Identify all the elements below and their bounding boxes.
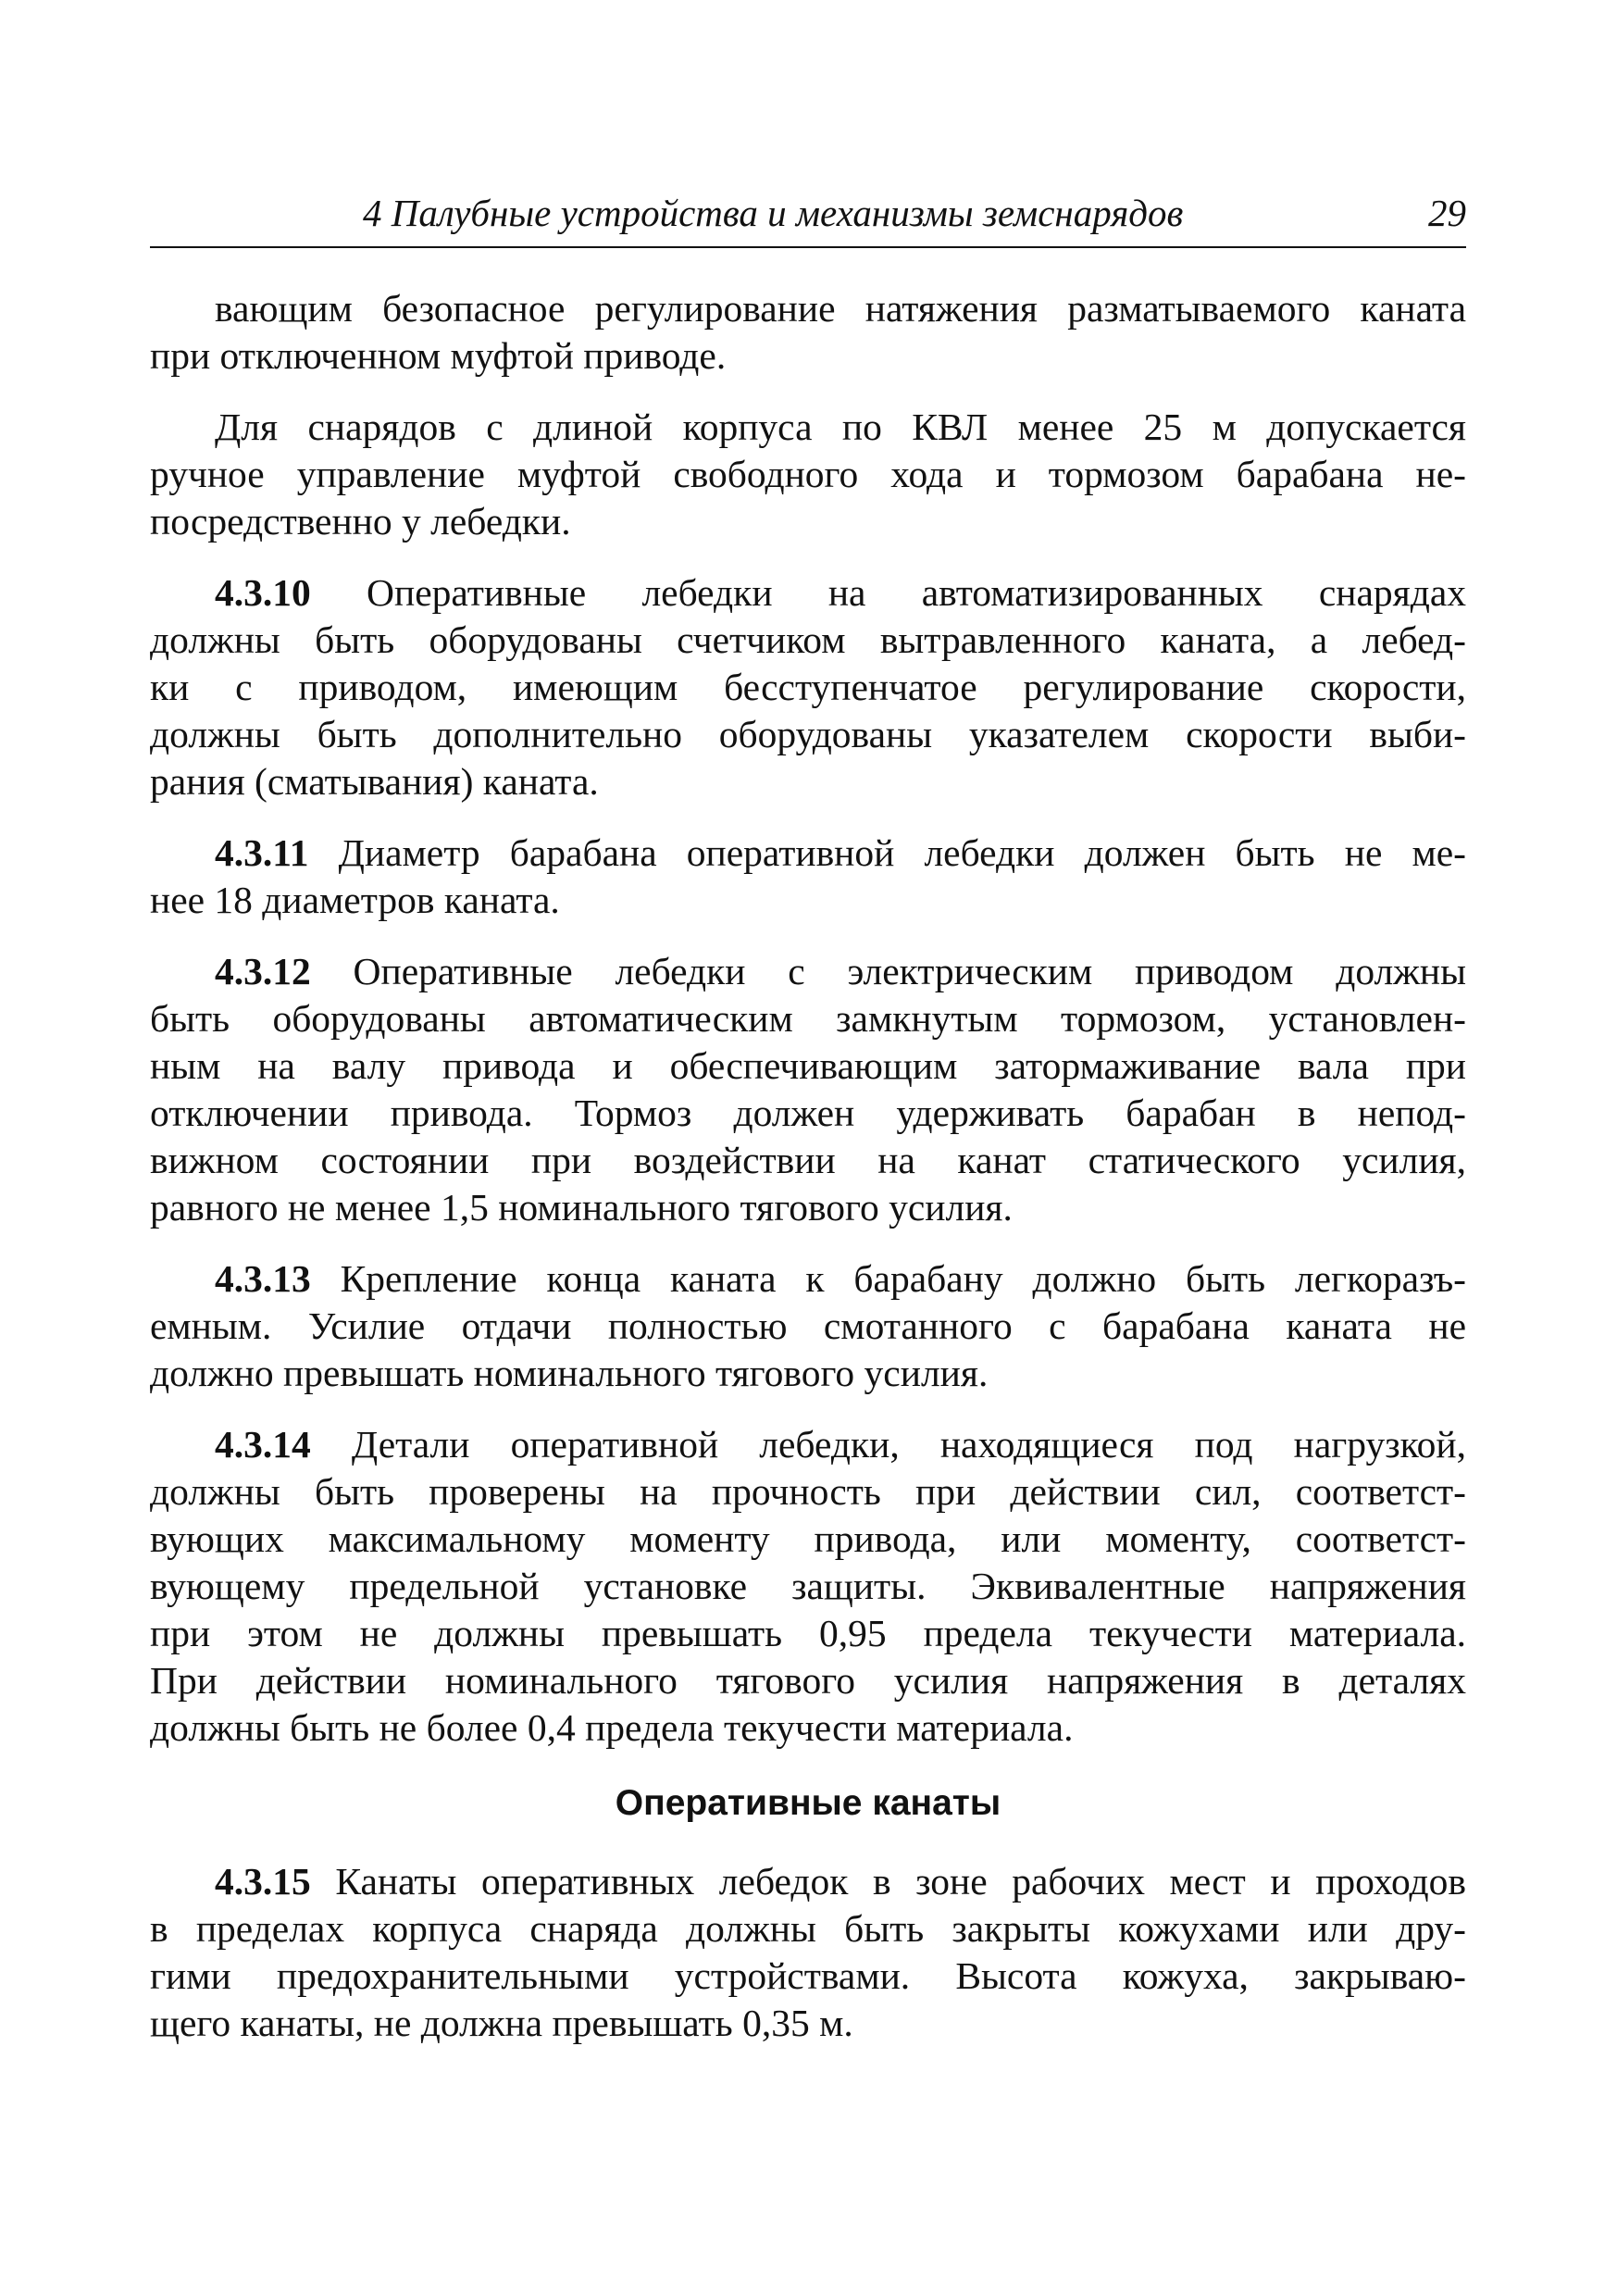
line-text: При действии номинального тягового усилия напряжения в деталях: [150, 1659, 1466, 1702]
text-line: [150, 1184, 1466, 1231]
text-line: [150, 498, 1466, 545]
text-line: [150, 995, 1466, 1042]
clause-number: 4.3.13: [215, 1257, 311, 1300]
text-line: [150, 1905, 1466, 1953]
text-line: [150, 1303, 1466, 1350]
text-line: [150, 332, 1466, 380]
text-line: [150, 1042, 1466, 1090]
line-text: Для снарядов с длиной корпуса по КВЛ менее 25 м допускается: [215, 406, 1466, 448]
text-line: [150, 1516, 1466, 1563]
paragraph-gap: [150, 924, 1466, 948]
line-text: должны быть не более 0,4 предела текучести материала.: [150, 1706, 1074, 1749]
line-text: должны быть дополнительно оборудованы указателем скорости выби-: [150, 713, 1466, 755]
line-text: посредственно у лебедки.: [150, 500, 571, 543]
page-number: 29: [1428, 192, 1466, 234]
paragraph-p1: [150, 404, 1466, 545]
line-text: щего канаты, не должна превышать 0,35 м.: [150, 2002, 853, 2044]
line-text: должны быть проверены на прочность при действии сил, соответст-: [150, 1470, 1466, 1513]
line-text: Оперативные лебедки на автоматизированных снарядах: [367, 571, 1466, 614]
text-line: [150, 1657, 1466, 1704]
line-text: Детали оперативной лебедки, находящиеся под нагрузкой,: [351, 1423, 1466, 1466]
line-text: емным. Усилие отдачи полностью смотанного с барабана каната не: [150, 1304, 1466, 1347]
line-text: ки с приводом, имеющим бесступенчатое регулирование скорости,: [150, 666, 1466, 708]
line-text: равного не менее 1,5 номинального тягового усилия.: [150, 1186, 1013, 1229]
paragraphs-before: [150, 285, 1466, 1752]
paragraph-gap: [150, 1397, 1466, 1421]
text-line: [150, 617, 1466, 664]
text-line: [150, 1255, 1466, 1303]
text-line: [150, 404, 1466, 451]
section-subheading: Оперативные канаты: [615, 1783, 1001, 1823]
paragraph-p7: [150, 1858, 1466, 2047]
line-text: нее 18 диаметров каната.: [150, 879, 560, 921]
line-text: Оперативные лебедки с электрическим приводом должны: [353, 950, 1466, 992]
text-line: [150, 1704, 1466, 1752]
paragraph-p2: [150, 569, 1466, 805]
text-line: [150, 285, 1466, 332]
document-page: [150, 185, 1466, 2047]
text-line: [150, 758, 1466, 805]
line-text: вующих максимальному моменту привода, или моменту, соответст-: [150, 1517, 1466, 1560]
paragraph-p4: [150, 948, 1466, 1231]
text-line: [150, 1421, 1466, 1468]
paragraph-gap: [150, 380, 1466, 404]
line-text: Крепление конца каната к барабану должно быть легкоразъ-: [340, 1257, 1466, 1300]
paragraphs-after: [150, 1858, 1466, 2047]
text-line: [150, 948, 1466, 995]
paragraph-gap: [150, 805, 1466, 830]
text-line: [150, 1563, 1466, 1610]
clause-number: 4.3.12: [215, 950, 311, 992]
line-text: должно превышать номинального тягового усилия.: [150, 1352, 989, 1394]
line-text: Канаты оперативных лебедок в зоне рабочих мест и проходов: [335, 1860, 1466, 1903]
line-text: должны быть оборудованы счетчиком вытравленного каната, а лебед-: [150, 618, 1466, 661]
paragraph-gap: [150, 545, 1466, 569]
body-text: [150, 285, 1466, 2047]
header-title: 4 Палубные устройства и механизмы земснарядов: [363, 192, 1184, 234]
text-line: [150, 451, 1466, 498]
text-line: [150, 1858, 1466, 1905]
line-text: отключении привода. Тормоз должен удерживать барабан в непод-: [150, 1092, 1466, 1134]
clause-number: 4.3.11: [215, 831, 309, 874]
clause-number: 4.3.14: [215, 1423, 311, 1466]
paragraph-p3: [150, 830, 1466, 924]
paragraph-gap: [150, 1231, 1466, 1255]
text-line: [150, 1610, 1466, 1657]
line-text: гими предохранительными устройствами. Высота кожуха, закрываю-: [150, 1954, 1466, 1997]
line-text: вующему предельной установке защиты. Эквивалентные напряжения: [150, 1565, 1466, 1607]
text-line: [150, 1137, 1466, 1184]
paragraph-p5: [150, 1255, 1466, 1397]
text-line: [150, 711, 1466, 758]
line-text: ручное управление муфтой свободного хода и тормозом барабана не-: [150, 453, 1466, 495]
text-line: [150, 1090, 1466, 1137]
text-line: [150, 569, 1466, 617]
line-text: вающим безопасное регулирование натяжения разматываемого каната: [215, 287, 1466, 330]
paragraph-p6: [150, 1421, 1466, 1752]
text-line: [150, 2000, 1466, 2047]
text-line: [150, 664, 1466, 711]
line-text: вижном состоянии при воздействии на канат статического усилия,: [150, 1139, 1466, 1181]
line-text: в пределах корпуса снаряда должны быть закрыты кожухами или дру-: [150, 1907, 1466, 1950]
line-text: быть оборудованы автоматическим замкнутым тормозом, установлен-: [150, 997, 1466, 1040]
text-line: [150, 1350, 1466, 1397]
line-text: при отключенном муфтой приводе.: [150, 334, 727, 377]
clause-number: 4.3.10: [215, 571, 311, 614]
line-text: ным на валу привода и обеспечивающим затормаживание вала при: [150, 1044, 1466, 1087]
text-line: [150, 830, 1466, 877]
paragraph-p0: [150, 285, 1466, 380]
text-line: [150, 1468, 1466, 1516]
clause-number: 4.3.15: [215, 1860, 311, 1903]
line-text: при этом не должны превышать 0,95 предела текучести материала.: [150, 1612, 1466, 1654]
text-line: [150, 877, 1466, 924]
line-text: рания (сматывания) каната.: [150, 760, 599, 803]
running-header: [150, 185, 1466, 248]
line-text: Диаметр барабана оперативной лебедки должен быть не ме-: [338, 831, 1466, 874]
text-line: [150, 1953, 1466, 2000]
